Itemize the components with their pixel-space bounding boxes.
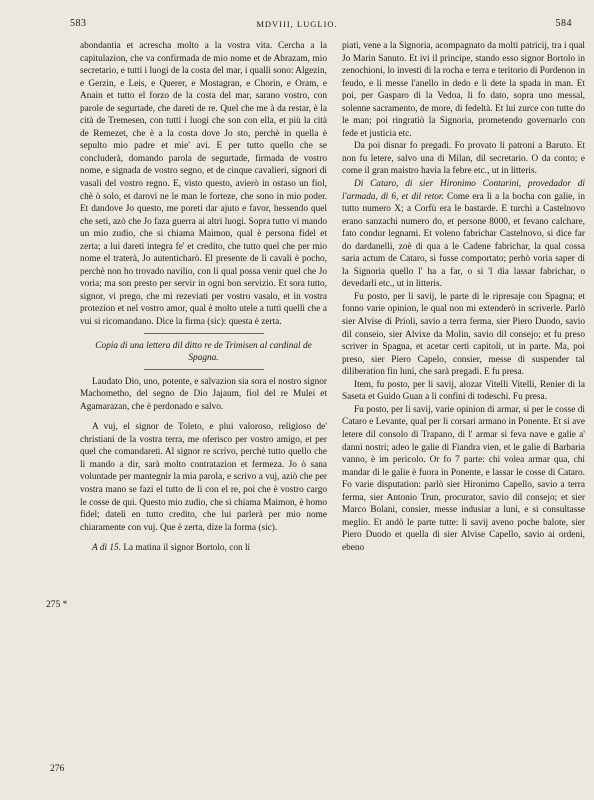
right-paragraph-6: Fu posto, per li savij, varie opinion di armar, si per le cosse di Cataro e Levante, qual per li corsari armano in Ponente. Et si ave letere dil consolo di Trapano, di l' armar si feva nave e galie a' danni nostri; adeo le galie di Fiandra vien, et le galie di Barbaria vanno, è im pericolo. Or fo 7 parte: chi volea armar qua, chi mandar di le galie è fuora in Ponente, e lassar le cosse di Cataro. Fo varie disputation: parlò sier Hironimo Capello, savio a terra ferma, sier Antonio Trun, procurator, savio dil consejo; et sier Marco Bolani, consier, messe indusiar a luni, e si consultasse meglio. Et andò le parte tutte: li savij aveno poche balote, sier Piero Duodo et quella di sier Alvise Capello, savio ai ordeni, ebeno (342, 404, 585, 553)
page-number-left: 583 (70, 18, 87, 29)
right-paragraph-5: Item, fu posto, per li savij, alozar Vitelli Vitelli, Renier di la Saseta et Guido Guan a li confini di todeschi. Fu presa. (342, 379, 585, 403)
divider (144, 369, 264, 370)
divider (144, 333, 264, 334)
left-paragraph-3: A vuj, el signor de Toleto, e plui valoroso, religioso de' christiani de la vostra terra, me oferisco per vostro amigo, et per quel che comandareti. Al signor re scrivo, perchè tutto quello che li mando a dir, sarà molto contratazion et fermeza. Jo ò sana voluntade per mantegnir la mia parola, e scrivo a vuj, aziò che per vostra mano se fazi el tutto de li con el re, poi che è vostro cargo le cosse de qui. Questo mio zudio, che si chiama Maimon, è homo fidel; dateli en tutto credito, che lui parlerà per mio nome chiaramente con vuj. Que è zerta, dize la forma (sic). (80, 422, 327, 533)
header-title: MDVIII, LUGLIO. (256, 19, 338, 29)
margin-number-276: 276 (50, 764, 65, 774)
right-paragraph-3 (342, 178, 585, 291)
right-paragraph-3-text: Come era lì a la bocha con galie, in tutto numero X; a Corfù era le bastarde. E turchi a Castelnovo erano sanzachi numero do, et persone 8000, et fevano calchare, fato condur legnami. Et voleno fabrichar Castelnovo, si dice far do dardanelli, zoè di qua a le Cadene fabrichar, la qual cossa saria actum de Cataro, si fusse comportato; perhò voria saper di la Signoria quello l' ha a far, o si 'l dia lassar fabrichar, o devedarli etc., ut in litteris. (342, 191, 585, 290)
letter-title: Copia di una lettera dil ditto re de Trimisen al cardinal de Spagna. (95, 340, 312, 364)
left-paragraph-4-text: La matina il signor Bortolo, con li (123, 543, 251, 554)
right-paragraph-4: Fu posto, per li savij, le parte di le ripresaje con Spagna; et fonno varie opinion, le qual non mi extenderò in scriverle. Parlò sier Alvise di Prioli, savio a terra ferma, sier Piero Duodo, savio dil conseio, sier Alvixe da Molin, savio dil consejo; et fu preso scriver in Spagna, et acetar certi capitoli, ut in parte. Ma, poi preso, sier Piero Capelo, consier, messe di suspender tal diliberation fin luni, che sarà pregadi. E fu presa. (342, 291, 585, 378)
page-number-right: 584 (555, 18, 572, 29)
right-column (342, 40, 585, 554)
right-paragraph-2: Da poi disnar fo pregadi. Fo provato li patroni a Baruto. Et non fu letere, salvo una di Milan, dil secretario. O da conto; e come il gran maistro havia la febre etc., ut in litteris. (342, 141, 585, 177)
right-paragraph-1: piati, vene a la Signoria, acompagnato da molti patricij, tra i qual Jo Marin Sanuto. Et ivi il principe, stando esso signor Bortolo in zenochioni, lo investì di la rocha e terra e teritorio di Pordenon in feudo, e li messe l'anello in dedo e li dete la spada in man. Et poi, per Gasparo di la Vedoa, li fo dato, sopra uno messal, solenne sacramento, de more, di fedeltà. Et lui zurce con tutte do le man; poi ringratiò la Signoria, prometendo governarlo con fede et justicia etc. (342, 41, 585, 139)
left-paragraph-1: abondantia et acrescha molto a la vostra vita. Cercha a la capitulazion, che va confirmada de mio nome et de Abrazam, mio secretario, e tutti i luogi de la costa del mar, i qualli sono: Algezin, e Gerzin, e Leis, e Querer, e Mostagran, e Chorin, e Oram, e Anain et tutto el forzo de la costa del mar, sarano vostro, con parole de segurtade, che dareti de re. Quel che me à da restar, è la cità de Tremesen, con tutti i luogi che son con ella, et più la cità de Remezet, che è a la costa dove Jo sto, perchè in quella è sepulto mio padre et mie' avi. E per tutto quello che se concluderà, domando parola de segurtade, firmada de vostro nome, e signada de vostro segno, et de cinque cavalieri, signori di vasali del vostro regno. E, visto questo, avierò in ostaso un fiol, chè ò solo, et darovi ne le man le forteze, che sono in mio poder. Et dandove Jo questo, me poreti dar ajuto e favor, hessendo quel che seti, azò che Jo faza guerra ai altri luogi. Sopra tutto vi mando un mio zudio, che si chiama Maimon, qual è persona fidel et zerta; a lui dareti integra fe' et credito, che tutto quel che per mio nome el traterà, Jo autenticharò. El presente de li cavali è pocho, perchè non ho trovado navilio, con li qual possa venir quel che Jo voria; ma son presto per servir in ogni bon servizio. Et sora tutto, signor, vi prego, che mi rezeviati per vostro vasalo, et in vostra protezion et nel vostro amor, qual è molto utele a tutti quelli che a vui si ricomandano. Dice la firma (sic): questa è zerta. (80, 41, 327, 328)
left-paragraph-4 (80, 542, 327, 555)
margin-number-275: 275 * (46, 600, 68, 610)
left-paragraph-2: Laudato Dio, uno, potente, e salvazion sia sora el nostro signor Machometho, del segno de Dio Jajaum, fiol del re Mulei et Agamarazan, che è perdonado e salvo. (80, 376, 327, 412)
running-header (0, 18, 594, 34)
dispatch-heading: Di Cataro, di sier Hironimo Contarini, provedador di l'armada, di 6, et dil retor. (342, 179, 585, 202)
date-lead: A dì 15. (92, 543, 122, 554)
left-column (80, 40, 327, 555)
